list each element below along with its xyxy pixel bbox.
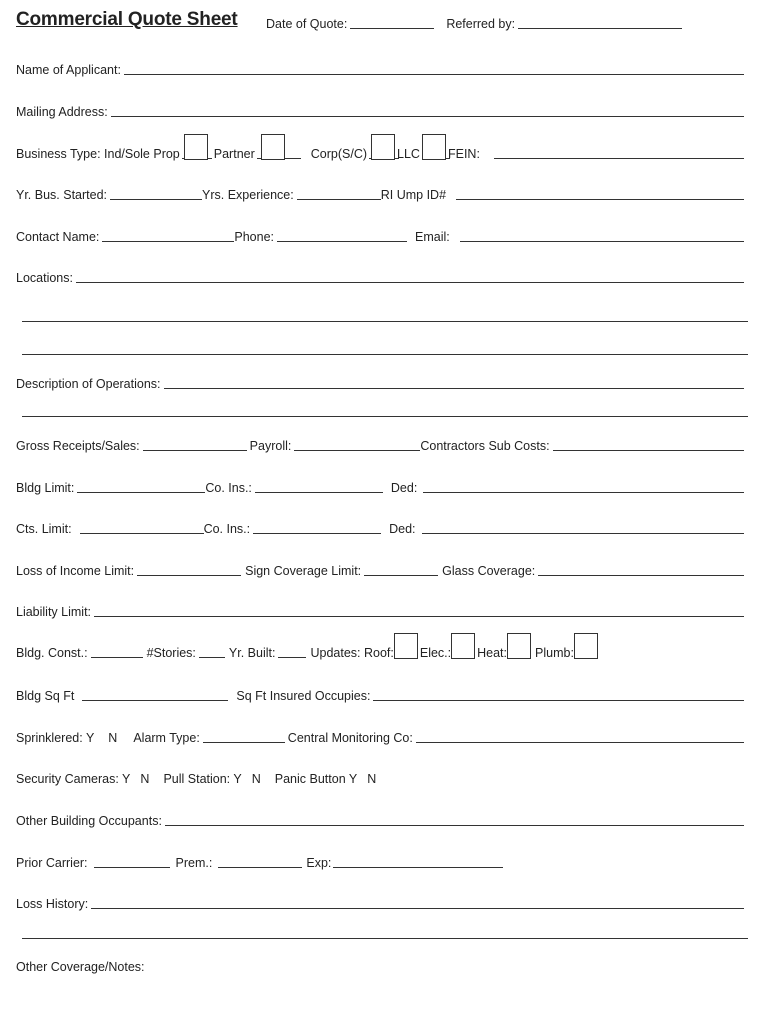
sprinklered-n-option[interactable]: N [108,731,118,745]
fein-label: FEIN: [447,147,480,161]
sprinklered-row [16,726,748,748]
other-building-occupants-field[interactable] [165,825,744,826]
exp-label: Exp: [306,856,332,870]
contact-name-field[interactable] [102,241,234,242]
sign-coverage-limit-field[interactable] [364,575,438,576]
email-field[interactable] [460,241,744,242]
date-of-quote-label: Date of Quote: [266,17,348,31]
bldg-const-field[interactable] [91,657,143,658]
partner-checkbox[interactable] [261,134,285,160]
name-of-applicant-field[interactable] [124,74,744,75]
business-type-row [16,132,748,164]
loss-of-income-limit-field[interactable] [137,575,241,576]
cts-ded-field[interactable] [422,533,744,534]
sq-ft-insured-occupies-label: Sq Ft Insured Occupies: [236,689,371,703]
cts-limit-label: Cts. Limit: [16,522,72,536]
phone-field[interactable] [277,241,407,242]
llc-label: LLC [397,147,420,161]
ri-ump-id-label: RI Ump ID# [380,188,447,202]
contact-row [16,225,748,247]
stories-field[interactable] [199,657,225,658]
referred-by-label: Referred by: [446,17,516,31]
bldg-co-ins-label: Co. Ins.: [205,481,252,495]
other-occupants-row [16,809,748,831]
heat-checkbox[interactable] [507,633,531,659]
business-type-label: Business Type: Ind/Sole Prop [16,147,180,161]
security-cameras-n-option[interactable]: N [140,772,150,786]
mailing-address-row [16,100,748,122]
elec-checkbox[interactable] [451,633,475,659]
operations-row [16,372,748,394]
roof-checkbox[interactable] [394,633,418,659]
heat-label: Heat: [477,646,508,660]
prem-label: Prem.: [175,856,213,870]
liability-limit-field[interactable] [94,616,744,617]
plumb-checkbox[interactable] [574,633,598,659]
alarm-type-label: Alarm Type: [133,731,200,745]
date-of-quote-field[interactable] [350,28,434,29]
mailing-address-field[interactable] [111,116,744,117]
phone-label: Phone: [234,230,274,244]
exp-field[interactable] [333,867,503,868]
prem-field[interactable] [218,867,302,868]
name-of-applicant-label: Name of Applicant: [16,63,121,77]
sign-coverage-limit-label: Sign Coverage Limit: [245,564,362,578]
elec-label: Elec.: [419,646,452,660]
prior-carrier-label: Prior Carrier: [16,856,88,870]
fein-field[interactable] [494,158,744,159]
bldg-const-label: Bldg. Const.: [16,646,88,660]
bldg-ded-label: Ded: [390,481,418,495]
corp-checkbox[interactable] [371,134,395,160]
cts-limit-field[interactable] [80,533,204,534]
partner-label: Partner [213,147,255,161]
plumb-label: Plumb: [535,646,574,660]
locations-field[interactable] [76,282,744,283]
payroll-label: Payroll: [249,439,292,453]
other-coverage-row [16,955,748,977]
cts-co-ins-field[interactable] [253,533,381,534]
contractors-sub-costs-label: Contractors Sub Costs: [420,439,550,453]
bldg-co-ins-field[interactable] [255,492,383,493]
bldg-ded-field[interactable] [423,492,744,493]
header-fields-row [266,12,748,34]
corp-label: Corp(S/C) [310,147,368,161]
prior-carrier-row [16,851,748,873]
description-of-operations-label: Description of Operations: [16,377,161,391]
loss-of-income-limit-label: Loss of Income Limit: [16,564,135,578]
bldg-limit-label: Bldg Limit: [16,481,75,495]
sq-ft-insured-occupies-field[interactable] [373,700,744,701]
gross-receipts-field[interactable] [143,450,247,451]
yrs-experience-field[interactable] [297,199,381,200]
sq-ft-row [16,684,748,706]
central-monitoring-co-field[interactable] [416,742,744,743]
liability-limit-label: Liability Limit: [16,605,92,619]
referred-by-field[interactable] [518,28,682,29]
payroll-field[interactable] [294,450,420,451]
gross-receipts-label: Gross Receipts/Sales: [16,439,140,453]
yr-bus-started-label: Yr. Bus. Started: [16,188,108,202]
glass-coverage-label: Glass Coverage: [442,564,536,578]
receipts-row [16,434,748,456]
loss-history-row [16,892,748,914]
panic-button-label: Panic Button Y [274,772,358,786]
cts-co-ins-label: Co. Ins.: [203,522,251,536]
liability-row [16,600,748,622]
bldg-sq-ft-field[interactable] [82,700,228,701]
yr-bus-started-field[interactable] [110,199,202,200]
cts-limit-row [16,517,748,539]
loss-history-field[interactable] [91,908,744,909]
contractors-sub-costs-field[interactable] [553,450,744,451]
loss-of-income-row [16,559,748,581]
ri-ump-id-field[interactable] [456,199,744,200]
loss-history-line-2[interactable] [22,938,748,939]
locations-label: Locations: [16,271,73,285]
alarm-type-field[interactable] [203,742,285,743]
other-coverage-notes-label: Other Coverage/Notes: [16,960,145,974]
email-label: Email: [415,230,450,244]
panic-button-n-option[interactable]: N [367,772,377,786]
cts-ded-label: Ded: [389,522,416,536]
pull-station-label: Pull Station: Y [163,772,242,786]
bldg-const-row [16,630,638,663]
years-row [16,183,748,205]
locations-row [16,266,748,288]
security-cameras-label: Security Cameras: Y [16,772,131,786]
applicant-row [16,58,748,80]
bldg-sq-ft-label: Bldg Sq Ft [16,689,75,703]
ind-sole-prop-checkbox[interactable] [184,134,208,160]
security-row [16,767,748,789]
central-monitoring-co-label: Central Monitoring Co: [287,731,413,745]
other-building-occupants-label: Other Building Occupants: [16,814,162,828]
yr-built-label: Yr. Built: [228,646,276,660]
glass-coverage-field[interactable] [538,575,744,576]
updates-roof-label: Updates: Roof: [310,646,394,660]
form-title: Commercial Quote Sheet [16,9,238,30]
bldg-limit-field[interactable] [77,492,205,493]
stories-label: #Stories: [146,646,196,660]
loss-history-label: Loss History: [16,897,89,911]
mailing-address-label: Mailing Address: [16,105,108,119]
sprinklered-label: Sprinklered: Y [16,731,95,745]
bldg-limit-row [16,476,748,498]
prior-carrier-field[interactable] [94,867,170,868]
contact-name-label: Contact Name: [16,230,100,244]
operations-line-2[interactable] [22,416,748,417]
description-of-operations-field[interactable] [164,388,744,389]
locations-line-2[interactable] [22,321,748,322]
locations-line-3[interactable] [22,354,748,355]
yrs-experience-label: Yrs. Experience: [202,188,294,202]
pull-station-n-option[interactable]: N [251,772,261,786]
yr-built-field[interactable] [278,657,306,658]
llc-checkbox[interactable] [422,134,446,160]
